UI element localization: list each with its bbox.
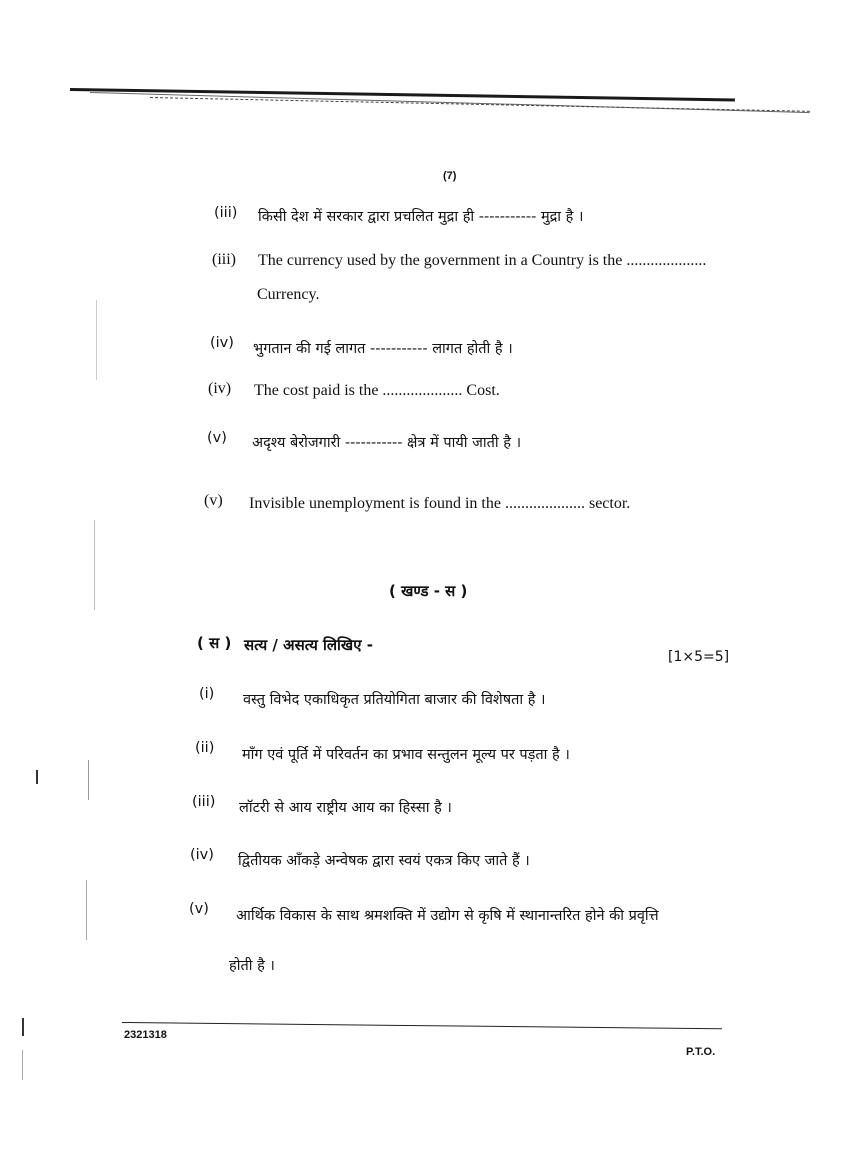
question-number: (v)	[207, 430, 227, 446]
question-number: (iii)	[192, 794, 216, 810]
question-text-hindi: लॉटरी से आय राष्ट्रीय आय का हिस्सा है ।	[239, 800, 452, 816]
scan-mark	[88, 760, 89, 800]
question-number: (iv)	[190, 847, 214, 863]
scan-mark	[86, 880, 87, 940]
question-text-hindi-cont: होती है ।	[229, 958, 275, 974]
page-number: (7)	[443, 170, 457, 182]
question-text-hindi: आर्थिक विकास के साथ श्रमशक्ति में उद्योग से कृषि में स्थानान्तरित होने की प्रवृत्ति	[236, 908, 659, 924]
question-text-english: Invisible unemployment is found in the .................... sector.	[249, 495, 631, 512]
section-instruction: सत्य / असत्य लिखिए -	[244, 636, 373, 654]
question-number: (iii)	[214, 205, 238, 221]
question-text-hindi: अदृश्य बेरोजगारी ----------- क्षेत्र में पायी जाती है ।	[252, 435, 522, 451]
question-number: (iv)	[208, 380, 232, 397]
marks-allocation: [1×5=5]	[668, 649, 730, 665]
question-text-english: The cost paid is the .................... Cost.	[254, 382, 500, 399]
question-text-hindi: किसी देश में सरकार द्वारा प्रचलित मुद्रा ही ----------- मुद्रा है ।	[258, 209, 584, 225]
scan-mark	[22, 1018, 24, 1036]
question-number: (v)	[189, 901, 209, 917]
question-number: (ii)	[195, 740, 215, 756]
question-text-english: The currency used by the government in a Country is the ....................	[258, 252, 707, 269]
question-text-hindi: भुगतान की गई लागत ----------- लागत होती है ।	[253, 341, 513, 357]
scan-mark	[22, 1050, 23, 1080]
paper-code: 2321318	[124, 1029, 167, 1041]
question-number: (iii)	[212, 251, 236, 268]
question-text-english-cont: Currency.	[257, 286, 320, 303]
question-number: (i)	[199, 686, 215, 702]
scan-mark	[96, 300, 97, 380]
question-number: (iv)	[210, 335, 234, 351]
question-text-hindi: द्वितीयक आँकड़े अन्वेषक द्वारा स्वयं एकत्र किए जाते हैं ।	[238, 853, 530, 869]
scan-mark	[94, 520, 95, 610]
question-text-hindi: वस्तु विभेद एकाधिकृत प्रतियोगिता बाजार की विशेषता है ।	[243, 692, 546, 708]
pto-label: P.T.O.	[686, 1046, 716, 1058]
scan-mark	[36, 770, 38, 784]
question-number: (v)	[204, 492, 223, 509]
section-label: ( स )	[197, 634, 232, 652]
footer-rule	[122, 1022, 722, 1029]
section-heading: ( खण्ड - स )	[389, 582, 468, 600]
question-text-hindi: माँग एवं पूर्ति में परिवर्तन का प्रभाव सन्तुलन मूल्य पर पड़ता है ।	[242, 747, 570, 763]
